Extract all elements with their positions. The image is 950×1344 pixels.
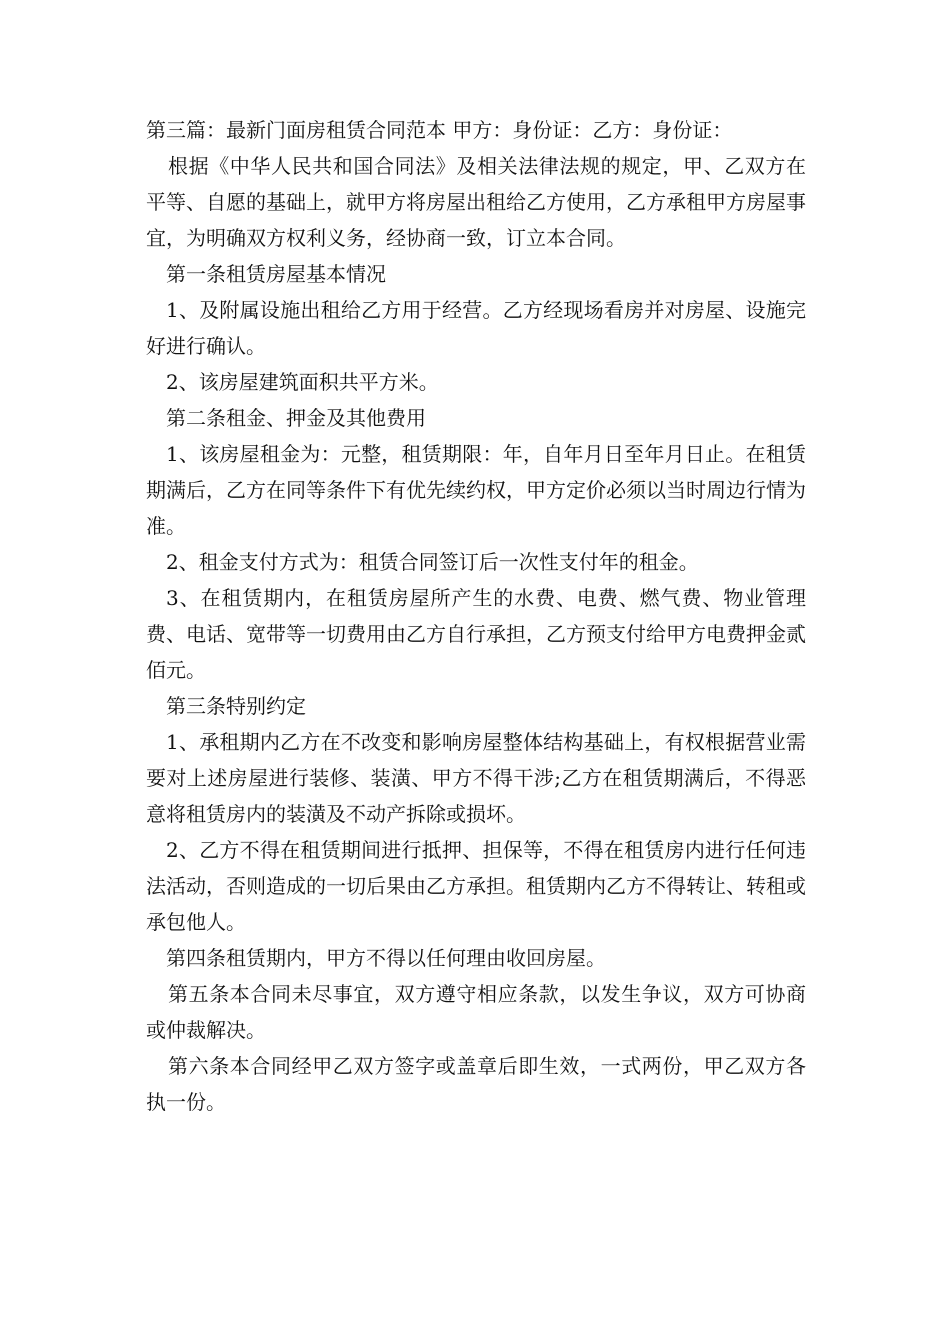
- article-1-clause-1: 1、及附属设施出租给乙方用于经营。乙方经现场看房并对房屋、设施完好进行确认。: [146, 298, 806, 358]
- article-2-clause-1: 1、该房屋租金为：元整，租赁期限：年，自年月日至年月日止。在租赁期满后，乙方在同等条件下有优先续约权，甲方定价必须以当时周边行情为准。: [146, 442, 806, 538]
- article-3-heading: 第三条特别约定: [166, 694, 306, 718]
- article-1-heading: 第一条租赁房屋基本情况: [166, 262, 386, 286]
- article-3-clause-2: 2、乙方不得在租赁期间进行抵押、担保等，不得在租赁房内进行任何违法活动，否则造成的一切后果由乙方承担。租赁期内乙方不得转让、转租或承包他人。: [146, 838, 806, 934]
- article-1-clause-2: 2、该房屋建筑面积共平方米。: [166, 370, 439, 394]
- article-3-clause-1: 1、承租期内乙方在不改变和影响房屋整体结构基础上，有权根据营业需要对上述房屋进行装修、装潢、甲方不得干涉;乙方在租赁期满后，不得恶意将租赁房内的装潢及不动产拆除或损坏。: [146, 730, 806, 826]
- article-4: 第四条租赁期内，甲方不得以任何理由收回房屋。: [166, 946, 606, 970]
- article-2-clause-3: 3、在租赁期内，在租赁房屋所产生的水费、电费、燃气费、物业管理费、电话、宽带等一切费用由乙方自行承担，乙方预支付给甲方电费押金贰佰元。: [146, 586, 806, 682]
- document-heading: 第三篇：最新门面房租赁合同范本 甲方：身份证：乙方：身份证：: [146, 118, 733, 142]
- article-2-clause-2: 2、租金支付方式为：租赁合同签订后一次性支付年的租金。: [166, 550, 699, 574]
- article-5: 第五条本合同未尽事宜，双方遵守相应条款，以发生争议，双方可协商或仲裁解决。: [146, 982, 806, 1042]
- document-body: [146, 112, 806, 1120]
- article-6: 第六条本合同经甲乙双方签字或盖章后即生效，一式两份，甲乙双方各执一份。: [146, 1054, 806, 1114]
- article-2-heading: 第二条租金、押金及其他费用: [166, 406, 426, 430]
- preamble-paragraph: 根据《中华人民共和国合同法》及相关法律法规的规定，甲、乙双方在平等、自愿的基础上，就甲方将房屋出租给乙方使用，乙方承租甲方房屋事宜，为明确双方权利义务，经协商一致，订立本合同。: [146, 154, 806, 250]
